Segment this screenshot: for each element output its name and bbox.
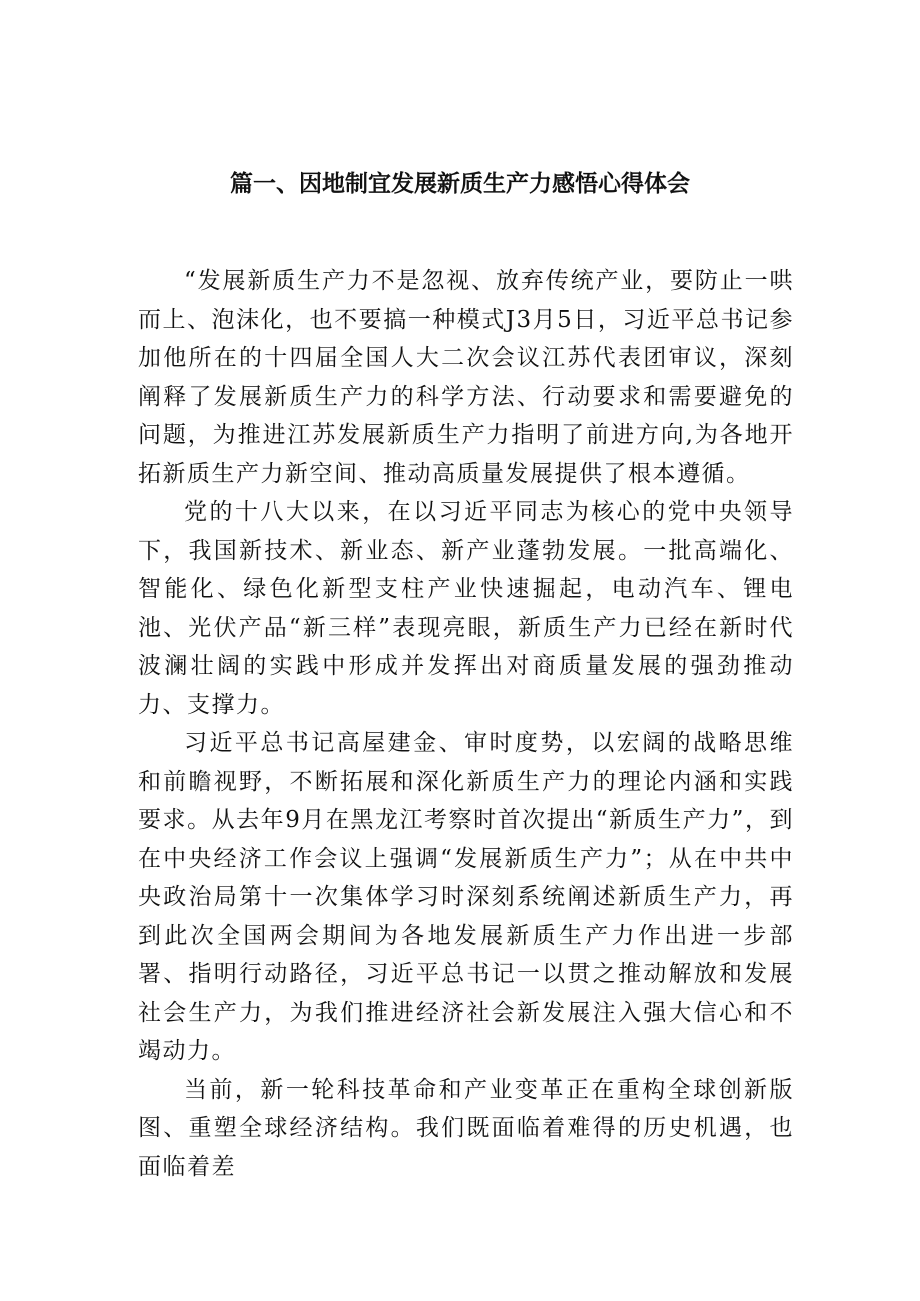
paragraph-2: 党的十八大以来，在以习近平同志为核心的党中央领导下，我国新技术、新业态、新产业蓬勃发展。一批高端化、智能化、绿色化新型支柱产业快速掘起，电动汽车、锂电池、光伏产品“新三样”表现亮眼，新质生产力已经在新时代波澜壮阔的实践中形成并发挥出对商质量发展的强劲推动力、支撑力。 [138,499,794,718]
paragraph-4: 当前，新一轮科技革命和产业变革正在重构全球创新版图、重塑全球经济结构。我们既面临着难得的历史机遇，也面临着差 [138,1076,794,1180]
paragraph-3: 习近平总书记高屋建金、审时度势，以宏阔的战略思维和前瞻视野，不断拓展和深化新质生产力的理论内涵和实践要求。从去年9月在黑龙江考察时首次提出“新质生产力”，到在中央经济工作会议上强调“发展新质生产力”；从在中共中央政治局第十一次集体学习时深刻系统阐述新质生产力，再到此次全国两会期间为各地发展新质生产力作出进一步部署、指明行动路径，习近平总书记一以贯之推动解放和发展社会生产力，为我们推进经济社会新发展注入强大信心和不竭动力。 [138,730,794,1064]
document-body [138,262,794,1186]
document-title: 篇一、因地制宜发展新质生产力感悟心得体会 [230,171,690,197]
paragraph-1: “发展新质生产力不是忽视、放弃传统产业，要防止一哄而上、泡沫化，也不要搞一种模式J3月5日，习近平总书记参加他所在的十四届全国人大二次会议江苏代表团审议，深刻阐释了发展新质生产力的科学方法、行动要求和需要避免的问题，为推进江苏发展新质生产力指明了前进方向,为各地开拓新质生产力新空间、推动高质量发展提供了根本遵循。 [138,268,794,487]
